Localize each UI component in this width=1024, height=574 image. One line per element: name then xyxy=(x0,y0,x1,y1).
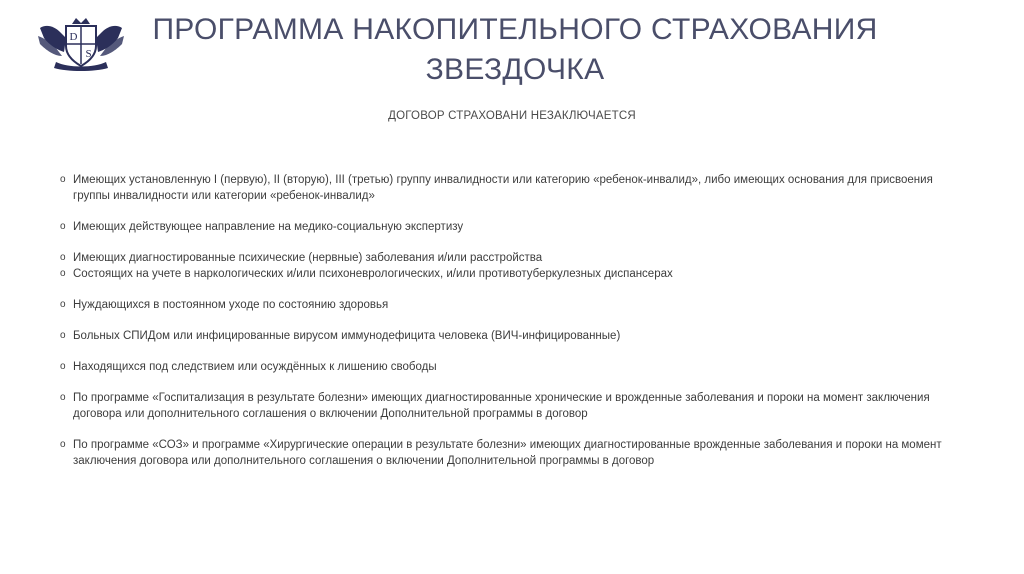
list-spacer xyxy=(60,235,960,250)
logo-letter-d: D xyxy=(69,31,78,43)
list-spacer xyxy=(60,313,960,328)
slide-title xyxy=(130,10,900,90)
exclusion-list xyxy=(60,172,960,469)
list-item xyxy=(60,219,960,235)
bullet-circle-icon: o xyxy=(60,268,66,279)
slide-subtitle: ДОГОВОР СТРАХОВАНИ НЕЗАКЛЮЧАЕТСЯ xyxy=(388,110,636,122)
list-spacer xyxy=(60,282,960,297)
bullet-circle-icon: o xyxy=(60,221,66,232)
list-item xyxy=(60,266,960,282)
bullet-circle-icon: o xyxy=(60,361,66,372)
list-spacer xyxy=(60,375,960,390)
list-spacer xyxy=(60,204,960,219)
list-item xyxy=(60,359,960,375)
list-item-text: Имеющих действующее направление на медико-социальную экспертизу xyxy=(73,221,464,233)
list-item-text: Имеющих диагностированные психические (нервные) заболевания и/или расстройства xyxy=(73,252,543,264)
list-item xyxy=(60,250,960,266)
list-item xyxy=(60,297,960,313)
logo-letter-s: S xyxy=(85,48,92,60)
bullet-circle-icon: o xyxy=(60,252,66,263)
slide-title-line-2: ЗВЕЗДОЧКА xyxy=(425,53,605,86)
bullet-circle-icon: o xyxy=(60,439,66,450)
slide-title-line-1: ПРОГРАММА НАКОПИТЕЛЬНОГО СТРАХОВАНИЯ xyxy=(152,13,878,46)
list-item-text: По программе «Госпитализация в результате болезни» имеющих диагностированные хронические и врожденные заболевания и пороки на момент заключения договора или дополнительного соглашения о включении Дополнительной программы в договор xyxy=(73,392,930,420)
list-item-text: По программе «СОЗ» и программе «Хирургические операции в результате болезни» имеющих диагностированные врожденные заболевания и пороки на момент заключения договора или дополнительного соглашения о включении Дополнительной программы в договор xyxy=(73,439,942,467)
bullet-circle-icon: o xyxy=(60,299,66,310)
list-item-text: Имеющих установленную I (первую), II (вторую), III (третью) группу инвалидности или категорию «ребенок-инвалид», либо имеющих основания для присвоения группы инвалидности или категории «ребенок-инвалид» xyxy=(73,174,933,202)
list-item xyxy=(60,172,960,204)
list-item xyxy=(60,328,960,344)
list-item xyxy=(60,437,960,469)
bullet-circle-icon: o xyxy=(60,392,66,403)
bullet-circle-icon: o xyxy=(60,330,66,341)
list-item-text: Нуждающихся в постоянном уходе по состоянию здоровья xyxy=(73,299,389,311)
list-spacer xyxy=(60,422,960,437)
company-crest-logo xyxy=(36,16,126,72)
list-spacer xyxy=(60,344,960,359)
list-item-text: Находящихся под следствием или осуждённых к лишению свободы xyxy=(73,361,437,373)
list-item xyxy=(60,390,960,422)
list-item-text: Больных СПИДом или инфицированные вирусом иммунодефицита человека (ВИЧ-инфицированные) xyxy=(73,330,621,342)
list-item-text: Состоящих на учете в наркологических и/или психоневрологических, и/или противотуберкулезных диспансерах xyxy=(73,268,673,280)
bullet-circle-icon: o xyxy=(60,174,66,185)
